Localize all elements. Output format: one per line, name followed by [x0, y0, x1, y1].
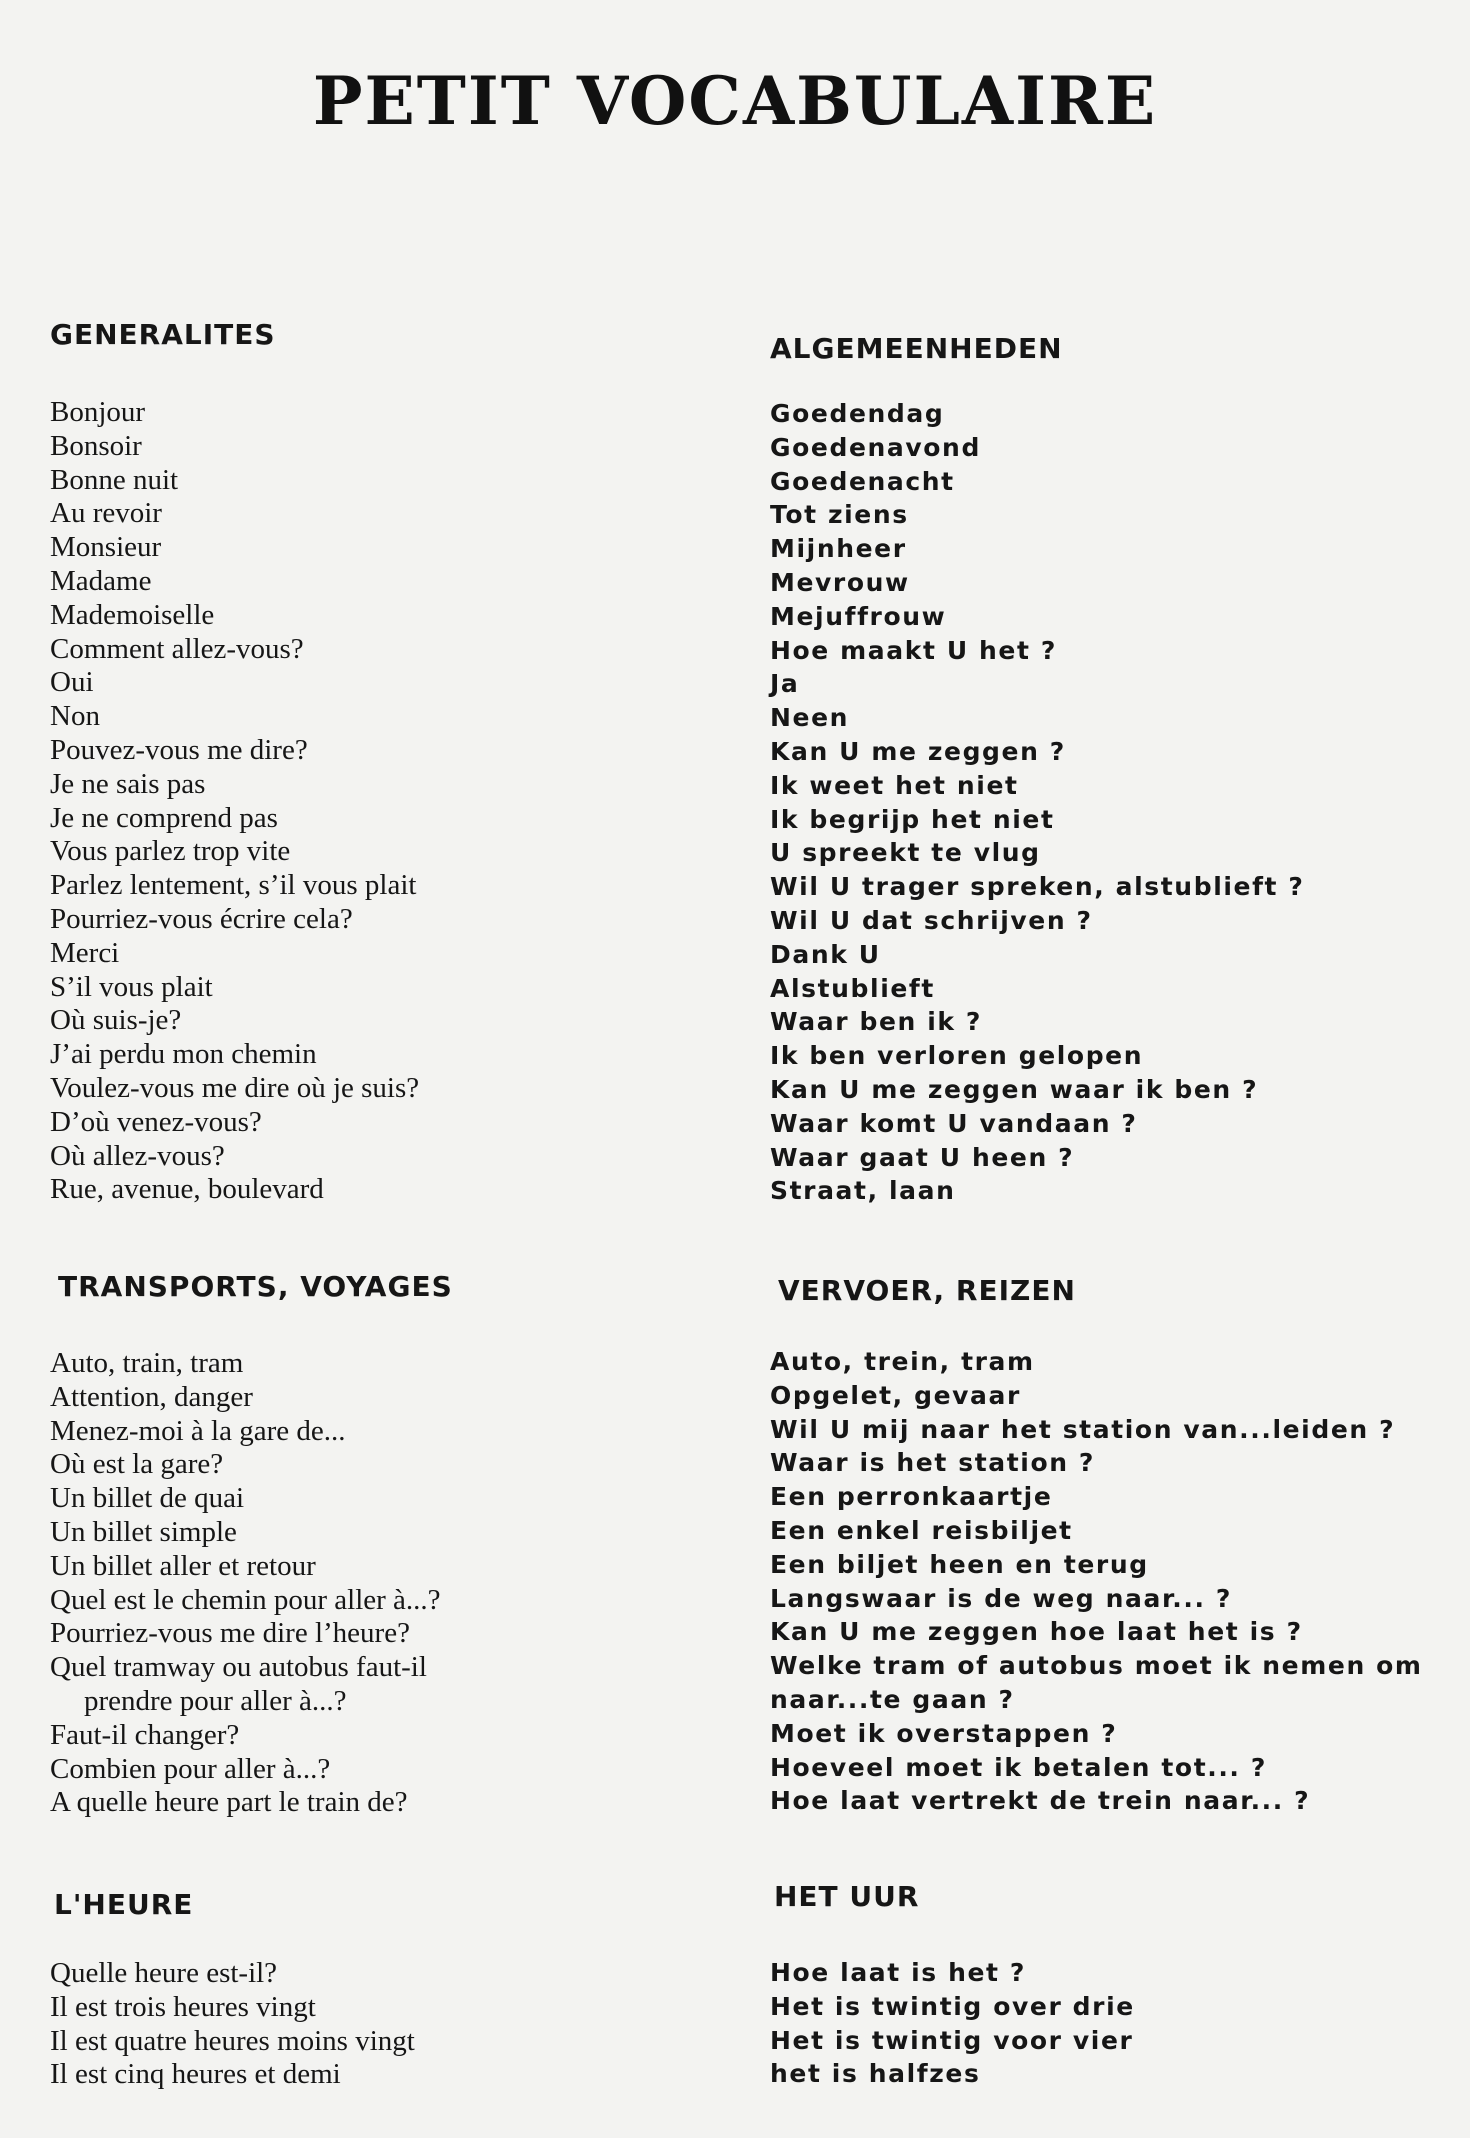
vocab-entry-nl: Mevrouw [770, 567, 910, 597]
vocab-entry-fr: Bonne nuit [50, 463, 179, 496]
vocab-list-fr-transports [50, 1347, 441, 1820]
vocab-entry-nl: Wil U mij naar het station van...leiden ? [770, 1414, 1396, 1444]
vocab-entry-fr: Quel est le chemin pour aller à...? [50, 1583, 441, 1616]
section-heading-nl-algemeenheden: ALGEMEENHEDEN [770, 332, 1063, 365]
vocab-entry-nl: Hoeveel moet ik betalen tot... ? [770, 1752, 1267, 1782]
vocab-entry-fr: Faut-il changer? [50, 1718, 240, 1751]
vocab-entry-fr: Parlez lentement, s’il vous plait [50, 869, 417, 902]
vocab-entry-fr: Comment allez-vous? [50, 632, 304, 665]
vocab-entry-nl: Ik ben verloren gelopen [770, 1041, 1144, 1071]
vocab-entry-fr: Menez-moi à la gare de... [50, 1414, 346, 1447]
vocab-entry-nl: Neen [770, 703, 850, 733]
vocab-entry-fr: Où est la gare? [50, 1448, 224, 1481]
section-heading-fr-generalites: GENERALITES [50, 318, 276, 351]
vocab-entry-fr: Bonsoir [50, 429, 142, 462]
vocab-list-nl-uur [770, 1956, 1135, 2091]
vocab-entry-fr: Il est quatre heures moins vingt [50, 2024, 415, 2057]
vocab-entry-nl: Moet ik overstappen ? [770, 1718, 1118, 1748]
vocab-entry-nl: Hoe laat vertrekt de trein naar... ? [770, 1786, 1311, 1816]
vocab-entry-nl: het is halfzes [770, 2059, 981, 2089]
vocab-entry-nl: Wil U dat schrijven ? [770, 905, 1093, 935]
vocab-entry-nl: Waar komt U vandaan ? [770, 1108, 1138, 1138]
vocab-entry-fr: Merci [50, 936, 120, 969]
vocab-entry-fr: Quel tramway ou autobus faut-il [50, 1651, 427, 1684]
vocab-entry-fr: S’il vous plait [50, 970, 213, 1003]
vocab-list-nl-algemeenheden [770, 397, 1305, 1208]
vocab-entry-fr: Attention, danger [50, 1380, 253, 1413]
vocab-entry-fr: Pourriez-vous écrire cela? [50, 902, 353, 935]
vocab-entry-nl: Ik weet het niet [770, 770, 1019, 800]
section-heading-fr-transports: TRANSPORTS, VOYAGES [58, 1270, 453, 1303]
vocab-entry-fr: Vous parlez trop vite [50, 835, 291, 868]
vocab-entry-fr: Pouvez-vous me dire? [50, 733, 308, 766]
vocab-entry-nl: Waar ben ik ? [770, 1007, 983, 1037]
vocab-entry-fr: prendre pour aller à...? [84, 1684, 347, 1717]
vocab-entry-nl: Kan U me zeggen ? [770, 736, 1066, 766]
vocab-entry-fr: Madame [50, 564, 152, 597]
vocab-entry-fr: Oui [50, 666, 94, 699]
vocab-entry-nl: Straat, laan [770, 1176, 956, 1206]
vocab-entry-fr: Monsieur [50, 531, 162, 564]
vocab-entry-nl: Hoe laat is het ? [770, 1958, 1026, 1987]
vocab-entry-fr: Pourriez-vous me dire l’heure? [50, 1617, 410, 1650]
vocab-entry-fr: Rue, avenue, boulevard [50, 1173, 324, 1206]
section-heading-nl-vervoer: VERVOER, REIZEN [778, 1274, 1076, 1307]
vocab-entry-nl: Het is twintig voor vier [770, 2025, 1134, 2055]
vocab-entry-nl: Auto, trein, tram [770, 1347, 1035, 1376]
vocab-entry-fr: Non [50, 700, 100, 733]
vocab-entry-nl: Tot ziens [770, 500, 909, 530]
vocab-entry-nl: Een enkel reisbiljet [770, 1515, 1073, 1545]
vocab-entry-nl: Welke tram of autobus moet ik nemen om [770, 1651, 1423, 1681]
vocab-entry-nl: Het is twintig over drie [770, 1991, 1135, 2021]
vocab-entry-nl: Mejuffrouw [770, 601, 947, 631]
vocab-entry-fr: Je ne comprend pas [50, 801, 278, 834]
vocab-entry-fr: Il est cinq heures et demi [50, 2058, 341, 2091]
vocab-entry-fr: Quelle heure est-il? [50, 1957, 278, 1989]
section-heading-nl-uur: HET UUR [774, 1880, 920, 1913]
vocab-entry-nl: Kan U me zeggen waar ik ben ? [770, 1074, 1259, 1104]
vocab-entry-fr: J’ai perdu mon chemin [50, 1038, 317, 1071]
vocab-entry-nl: Goedenavond [770, 432, 981, 462]
vocab-entry-nl: Een biljet heen en terug [770, 1549, 1149, 1579]
vocab-list-fr-heure [50, 1957, 415, 2092]
vocab-list-fr-generalites [50, 396, 419, 1207]
vocab-entry-nl: Kan U me zeggen hoe laat het is ? [770, 1617, 1303, 1647]
vocab-entry-fr: A quelle heure part le train de? [50, 1786, 408, 1819]
vocab-entry-nl: Dank U [770, 939, 881, 969]
page-title: PETIT VOCABULAIRE [312, 62, 1158, 140]
vocab-entry-nl: Een perronkaartje [770, 1482, 1053, 1512]
vocab-entry-fr: Un billet aller et retour [50, 1549, 316, 1582]
vocab-entry-fr: Mademoiselle [50, 598, 215, 631]
vocab-entry-nl: naar...te gaan ? [770, 1684, 1015, 1714]
vocab-entry-fr: D’où venez-vous? [50, 1105, 262, 1138]
vocab-entry-fr: Où suis-je? [50, 1004, 182, 1037]
vocab-entry-nl: Mijnheer [770, 534, 907, 564]
vocab-entry-fr: Un billet de quai [50, 1482, 245, 1515]
vocab-entry-fr: Au revoir [50, 497, 162, 530]
vocab-entry-nl: Ja [770, 669, 800, 699]
vocab-entry-nl: Waar gaat U heen ? [770, 1142, 1075, 1172]
vocab-entry-nl: Langswaar is de weg naar... ? [770, 1583, 1233, 1613]
vocab-list-nl-vervoer [770, 1345, 1423, 1818]
vocab-entry-nl: Opgelet, gevaar [770, 1380, 1021, 1410]
section-heading-fr-heure: L'HEURE [54, 1888, 194, 1921]
vocab-entry-fr: Voulez-vous me dire où je suis? [50, 1071, 420, 1104]
vocab-entry-nl: Waar is het station ? [770, 1448, 1096, 1478]
vocab-entry-nl: Ik begrijp het niet [770, 804, 1055, 834]
vocab-entry-fr: Un billet simple [50, 1515, 237, 1548]
vocab-entry-nl: Wil U trager spreken, alstublieft ? [770, 872, 1305, 902]
vocab-entry-nl: Goedenacht [770, 466, 955, 496]
vocab-entry-fr: Où allez-vous? [50, 1139, 225, 1172]
vocab-entry-nl: Hoe maakt U het ? [770, 635, 1057, 665]
vocab-entry-fr: Il est trois heures vingt [50, 1990, 316, 2023]
vocab-entry-fr: Bonjour [50, 396, 146, 428]
vocab-entry-fr: Combien pour aller à...? [50, 1752, 331, 1785]
vocab-entry-fr: Je ne sais pas [50, 767, 206, 800]
vocab-entry-nl: U spreekt te vlug [770, 838, 1041, 868]
vocab-entry-fr: Auto, train, tram [50, 1347, 244, 1379]
vocab-entry-nl: Alstublieft [770, 973, 935, 1003]
vocab-entry-nl: Goedendag [770, 399, 945, 428]
